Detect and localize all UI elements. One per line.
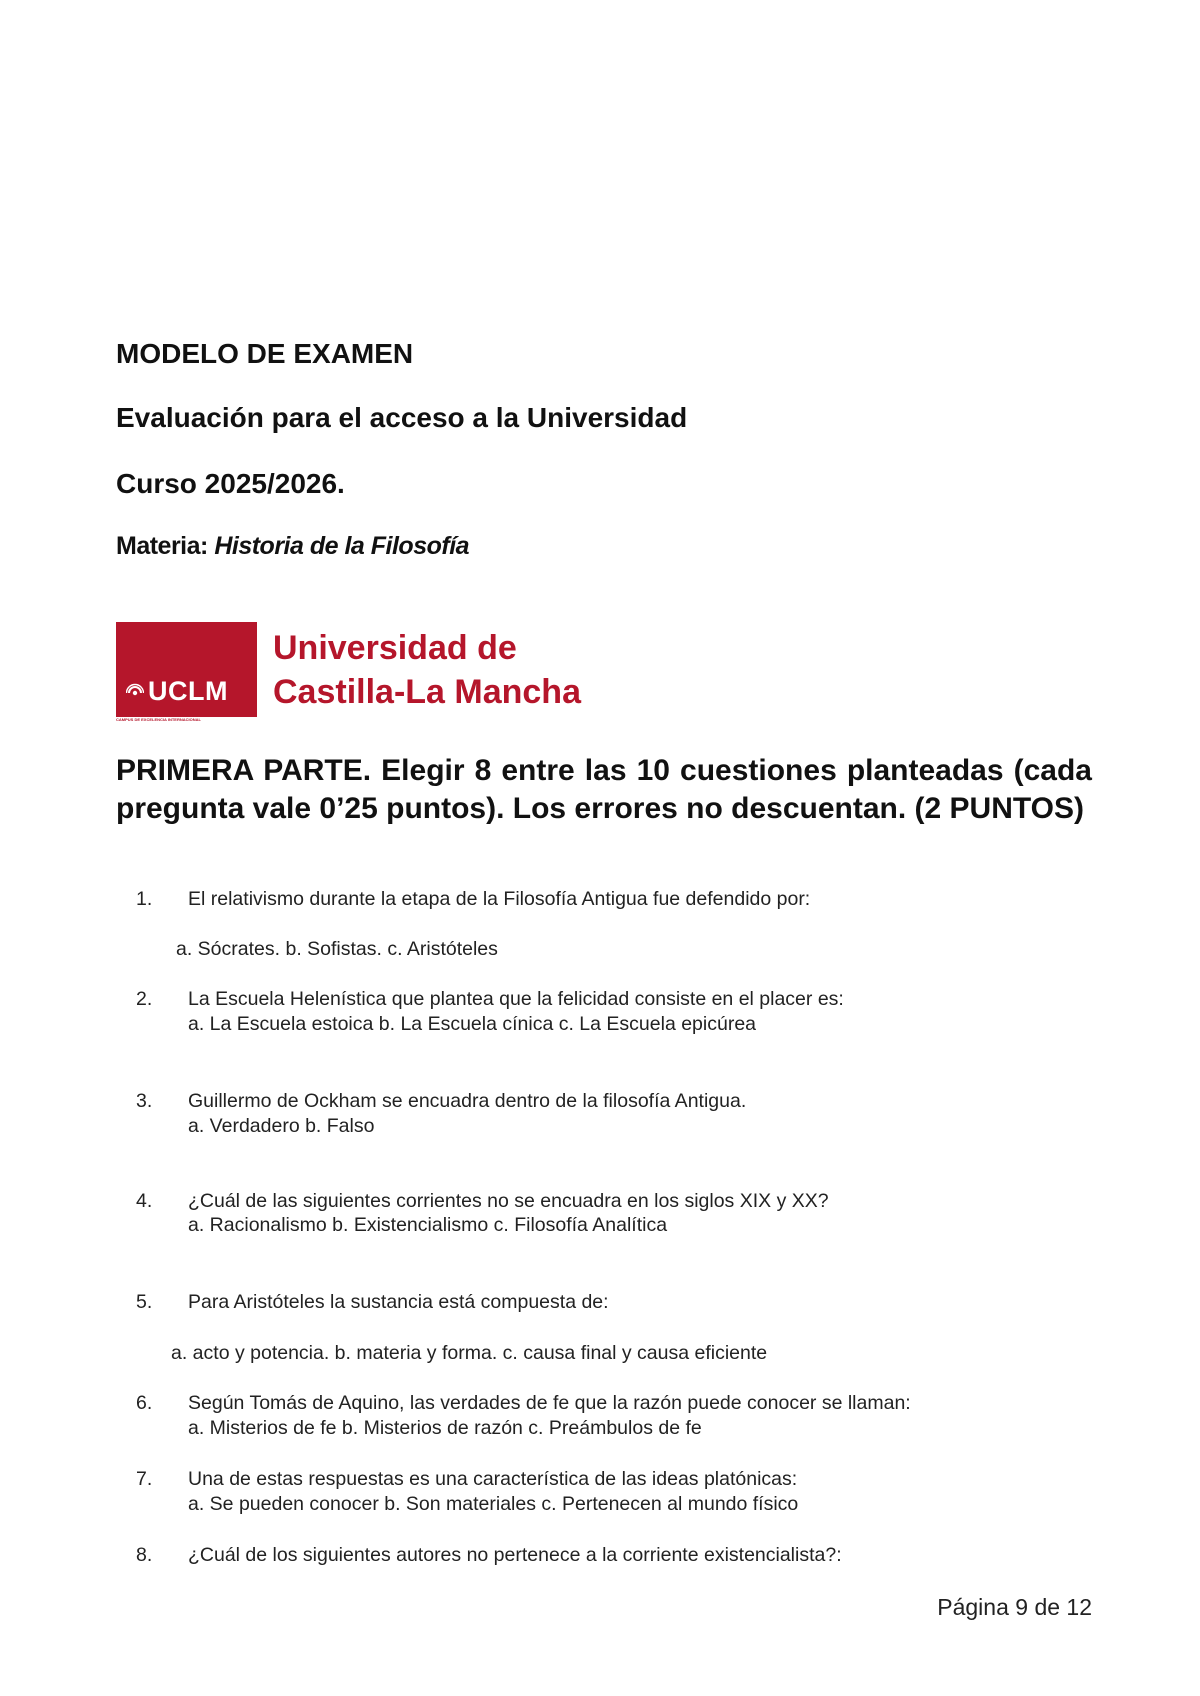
question-3-options: a. Verdadero b. Falso [188, 1115, 375, 1137]
exam-title: MODELO DE EXAMEN [116, 338, 414, 369]
question-text: La Escuela Helenística que plantea que la felicidad consiste en el placer es: [188, 988, 844, 1010]
question-text: Para Aristóteles la sustancia está compuesta de: [188, 1291, 609, 1313]
section-heading: PRIMERA PARTE. Elegir 8 entre las 10 cuestiones planteadas (cada pregunta vale 0’25 puntos). Los errores no descuentan. (2 PUNTOS) [116, 754, 1092, 825]
question-number: 3. [136, 1090, 153, 1112]
question-text: ¿Cuál de las siguientes corrientes no se encuadra en los siglos XIX y XX? [188, 1190, 829, 1212]
question-text: ¿Cuál de los siguientes autores no pertenece a la corriente existencialista?: [188, 1544, 842, 1566]
question-2-options: a. La Escuela estoica b. La Escuela cínica c. La Escuela epicúrea [188, 1013, 757, 1035]
logo-symbol-icon [126, 682, 144, 700]
question-number: 4. [136, 1190, 153, 1212]
logo-university-name [273, 626, 581, 714]
question-text: Según Tomás de Aquino, las verdades de fe que la razón puede conocer se llaman: [188, 1392, 911, 1414]
question-7-options: a. Se pueden conocer b. Son materiales c. Pertenecen al mundo físico [188, 1493, 799, 1515]
question-1-options: a. Sócrates. b. Sofistas. c. Aristóteles [176, 938, 498, 960]
logo-acronym: UCLM [148, 676, 228, 706]
question-number: 5. [136, 1291, 153, 1313]
question-text: El relativismo durante la etapa de la Filosofía Antigua fue defendido por: [188, 888, 811, 910]
course-year: Curso 2025/2026. [116, 468, 345, 499]
question-number: 7. [136, 1468, 153, 1490]
logo-tagline: CAMPUS DE EXCELENCIA INTERNACIONAL [116, 717, 201, 722]
question-6-options: a. Misterios de fe b. Misterios de razón c. Preámbulos de fe [188, 1417, 702, 1439]
logo-red-block [116, 622, 257, 717]
question-5-options: a. acto y potencia. b. materia y forma. c. causa final y causa eficiente [171, 1342, 768, 1364]
question-number: 2. [136, 988, 153, 1010]
subject-line [116, 532, 469, 561]
question-text: Una de estas respuestas es una característica de las ideas platónicas: [188, 1468, 798, 1490]
logo-name-line2: Castilla-La Mancha [273, 673, 581, 711]
university-logo [116, 622, 606, 722]
question-text: Guillermo de Ockham se encuadra dentro de la filosofía Antigua. [188, 1090, 747, 1112]
question-4-options: a. Racionalismo b. Existencialismo c. Filosofía Analítica [188, 1214, 668, 1236]
question-number: 6. [136, 1392, 153, 1414]
page-number: Página 9 de 12 [937, 1594, 1092, 1620]
subject-value: Historia de la Filosofía [214, 532, 470, 560]
exam-subtitle: Evaluación para el acceso a la Universidad [116, 402, 688, 433]
question-number: 8. [136, 1544, 153, 1566]
subject-label: Materia: [116, 532, 208, 560]
logo-name-line1: Universidad de [273, 629, 517, 667]
question-number: 1. [136, 888, 153, 910]
